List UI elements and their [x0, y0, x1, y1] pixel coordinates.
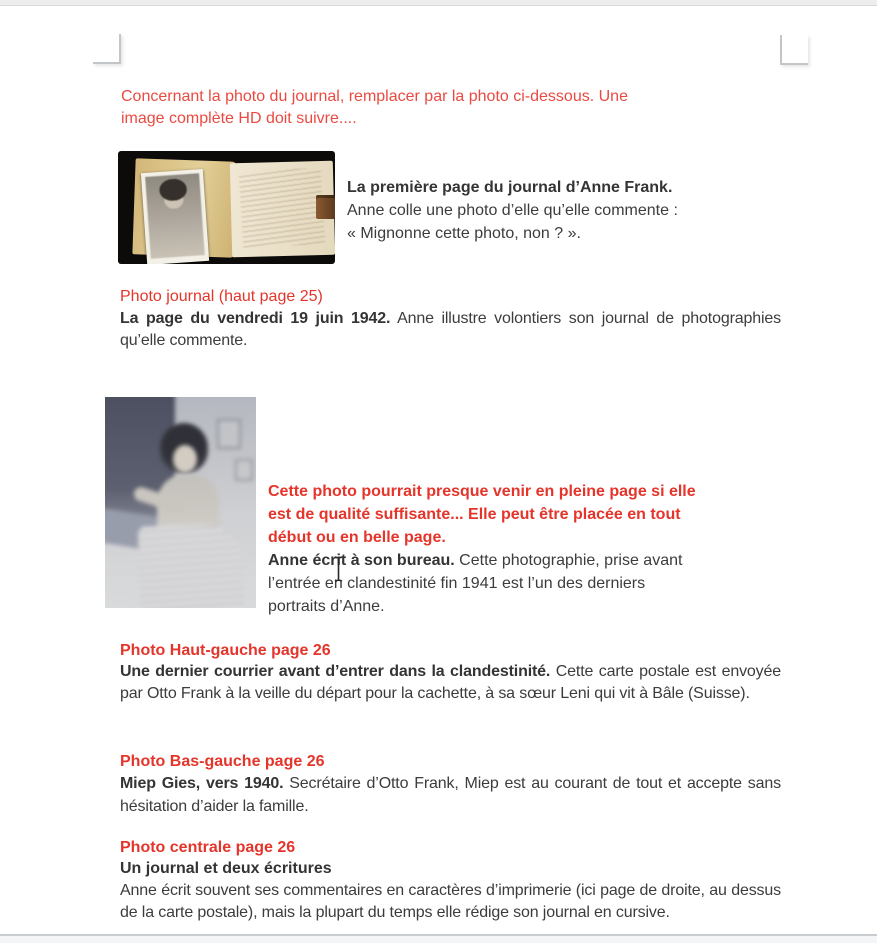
paragraph-lead: Une dernier courrier avant d’entrer dans la clandestinité.: [120, 663, 551, 680]
subtitle-text: Un journal et deux écritures: [120, 860, 332, 877]
text-ibeam-cursor: [332, 555, 345, 583]
desk-photo-face-art: [173, 445, 197, 473]
photo-haut-gauche-paragraph[interactable]: [120, 661, 781, 705]
diary-first-page-photo[interactable]: [118, 151, 335, 264]
editor-note-line: début ou en belle page.: [268, 529, 446, 546]
paragraph-body: Secrétaire d’Otto Frank, Miep est au courant de tout et accepte sans hésitation d’aider la famille.: [120, 775, 781, 815]
section-header-centrale[interactable]: Photo centrale page 26: [120, 839, 296, 856]
paragraph-body: Cette carte postale est envoyée par Otto Frank à la veille du départ pour la cachette, à sa sœur Leni qui vit à Bâle (Suisse).: [120, 663, 782, 702]
diary-photo-caption[interactable]: [347, 176, 678, 245]
diary-clasp-art: [316, 195, 335, 219]
caption-line: « Mignonne cette photo, non ? ».: [347, 225, 581, 242]
editor-note-line: Concernant la photo du journal, remplacer par la photo ci-dessous. Une: [121, 88, 628, 105]
caption-body-line: Cette photographie, prise avant: [459, 552, 683, 569]
photo-bas-gauche-paragraph[interactable]: [120, 772, 781, 818]
diary-handwriting-art: [239, 168, 325, 249]
desk-photo-wall-frame-art: [235, 459, 253, 481]
caption-body-line: l’entrée en clandestinité fin 1941 est l’un des derniers: [268, 575, 646, 592]
caption-title: La première page du journal d’Anne Frank.: [347, 179, 673, 196]
caption-lead: Anne écrit à son bureau.: [268, 552, 455, 569]
editor-note-line: Cette photo pourrait presque venir en pleine page si elle: [268, 483, 696, 500]
anne-portrait-art: [145, 173, 205, 259]
photo-centrale-subtitle[interactable]: [120, 858, 332, 880]
margin-corner-mark-right: [780, 35, 808, 65]
window-bottom-edge: [0, 934, 877, 943]
editor-note-top[interactable]: [121, 86, 628, 130]
paragraph-lead: Miep Gies, vers 1940.: [120, 775, 284, 792]
caption-body-line: portraits d’Anne.: [268, 598, 385, 615]
section-header-photo-journal[interactable]: Photo journal (haut page 25): [120, 288, 323, 305]
desk-photo-chair-art: [138, 523, 245, 608]
editor-note-line: est de qualité suffisante... Elle peut être placée en tout: [268, 506, 681, 523]
window-top-edge: [0, 0, 877, 6]
section-header-haut-gauche[interactable]: Photo Haut-gauche page 26: [120, 642, 331, 659]
diary-pasted-portrait: [141, 169, 209, 264]
section-header-bas-gauche[interactable]: Photo Bas-gauche page 26: [120, 753, 325, 770]
caption-line: Anne colle une photo d’elle qu’elle commente :: [347, 202, 678, 219]
paragraph-body: Anne illustre volontiers son journal de photographies qu’elle commente.: [120, 310, 782, 349]
paragraph-lead: La page du vendredi 19 juin 1942.: [120, 310, 391, 327]
photo-journal-paragraph[interactable]: [120, 308, 781, 352]
anne-at-desk-photo[interactable]: [105, 397, 256, 608]
margin-corner-mark-left: [93, 34, 121, 64]
editor-note-line: image complète HD doit suivre....: [121, 110, 357, 127]
desk-photo-wall-frame-art: [217, 419, 241, 449]
photo-centrale-paragraph[interactable]: Anne écrit souvent ses commentaires en caractères d’imprimerie (ici page de droite, au dessus de la carte postale), mais la plupart du temps elle rédige son journal en cursive.: [120, 882, 781, 921]
desk-photo-caption[interactable]: [268, 480, 778, 618]
